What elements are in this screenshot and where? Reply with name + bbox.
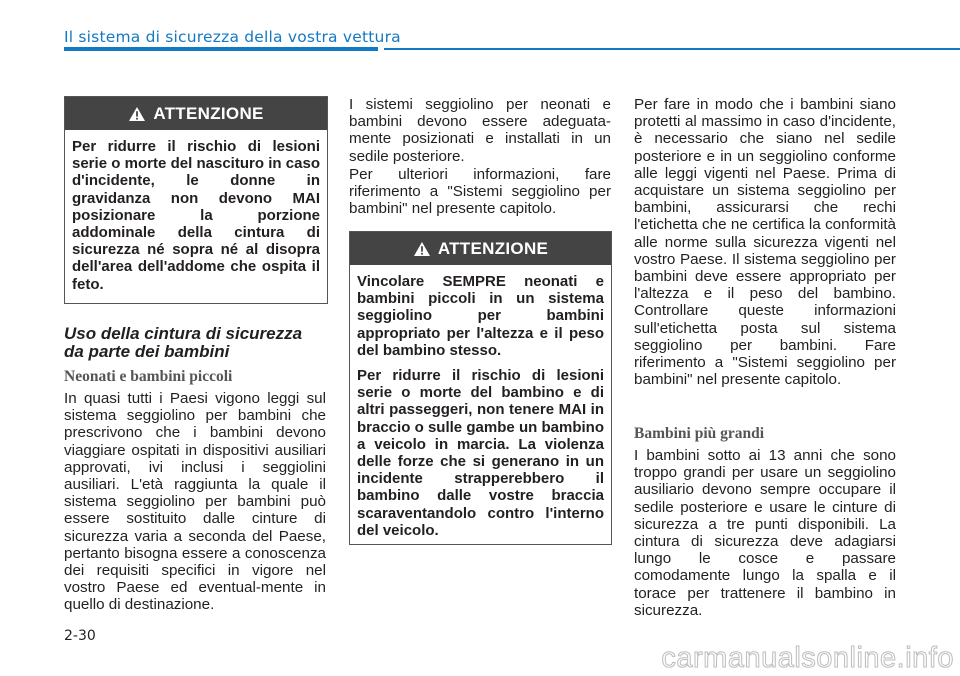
warning-box-pregnancy xyxy=(64,96,328,304)
warning-text-lap: Per ridurre il rischio di lesioni serie o morte del bambino e di altri passeggeri, non tenere MAI in braccio o sulle gambe un bambino a veicolo in marcia. La violenza delle forze che si generano in un incidente strapperebbero il bambino dalle vostre braccia scaraventandolo contro l'interno del veicolo. xyxy=(357,367,604,539)
warning-body xyxy=(65,130,327,301)
warning-title: ATTENZIONE xyxy=(437,238,549,258)
warning-header xyxy=(350,232,611,265)
warning-body xyxy=(350,265,611,547)
subsection-title-older-children: Bambini più grandi xyxy=(634,425,765,442)
paragraph-older-children: I bambini sotto ai 13 anni che sono troppo grandi per usare un seggiolino ausiliario devono sempre occupare il sedile posteriore e usare le cinture di sicurezza a tre punti disponibili. La cintura di sicurezza deve adagiarsi lungo le cosce e passare comodamente lungo la spalla e il torace per trattenere il bambino in sicurezza. xyxy=(634,447,896,619)
page-number: 2-30 xyxy=(64,628,96,644)
warning-text-restrain: Vincolare SEMPRE neonati e bambini piccoli in un sistema seggiolino per bambini appropriato per l'altezza e il peso del bambino stesso. xyxy=(357,273,604,359)
paragraph-rear-seat: I sistemi seggiolino per neonati e bambini devono essere adeguata-mente posizionati e installati in un sedile posteriore. xyxy=(349,96,611,165)
watermark: carmanualsonline.info xyxy=(661,642,954,674)
header-rule xyxy=(64,47,378,51)
warning-text: Per ridurre il rischio di lesioni serie o morte del nascituro in caso d'incidente, le donne in gravidanza non devono MAI posizionare la porzione addominale della cintura di sicurezza né sopra né al disopra dell'area dell'addome che ospita il feto. xyxy=(72,138,320,293)
warning-title: ATTENZIONE xyxy=(153,103,264,123)
header-rule-thin xyxy=(384,48,960,50)
paragraph-infants: In quasi tutti i Paesi vigono leggi sul sistema seggiolino per bambini che prescrivono che i bambini devono viaggiare ospitati in dispositivi ausiliari approvati, ivi inclusi i seggiolini ausiliari. L'età raggiunta la quale il sistema seggiolino per bambini può essere sostituito dalle cinture di sicurezza varia a seconda del Paese, pertanto bisogna essere a conoscenza dei requisiti specifici in vigore nel vostro Paese ed eventual-mente in quello di destinazione. xyxy=(64,390,326,614)
section-title: Uso della cintura di sicurezza da parte dei bambini xyxy=(64,324,303,361)
warning-triangle-icon xyxy=(128,106,146,122)
subsection-title-infants: Neonati e bambini piccoli xyxy=(64,368,233,385)
warning-box-child-restraint xyxy=(349,231,612,545)
paragraph-more-info: Per ulteriori informazioni, fare riferimento a "Sistemi seggiolino per bambini" nel presente capitolo. xyxy=(349,166,611,218)
paragraph-protection: Per fare in modo che i bambini siano protetti al massimo in caso d'incidente, è necessario che siano nel sedile posteriore e in un seggiolino conforme alle leggi vigenti nel Paese. Prima di acquistare un sistema seggiolino per bambini, assicurarsi che rechi l'etichetta che ne certifica la conformità alle norme sulla sicurezza vigenti nel vostro Paese. Il sistema seggiolino per bambini deve essere appropriato per l'altezza e il peso del bambino. Controllare queste informazioni sull'etichetta posta sul sistema seggiolino per bambini. Fare riferimento a "Sistemi seggiolino per bambini" nel presente capitolo. xyxy=(634,96,896,389)
header-section-title: Il sistema di sicurezza della vostra vettura xyxy=(64,28,401,46)
warning-triangle-icon xyxy=(413,241,431,257)
warning-header xyxy=(65,97,327,130)
